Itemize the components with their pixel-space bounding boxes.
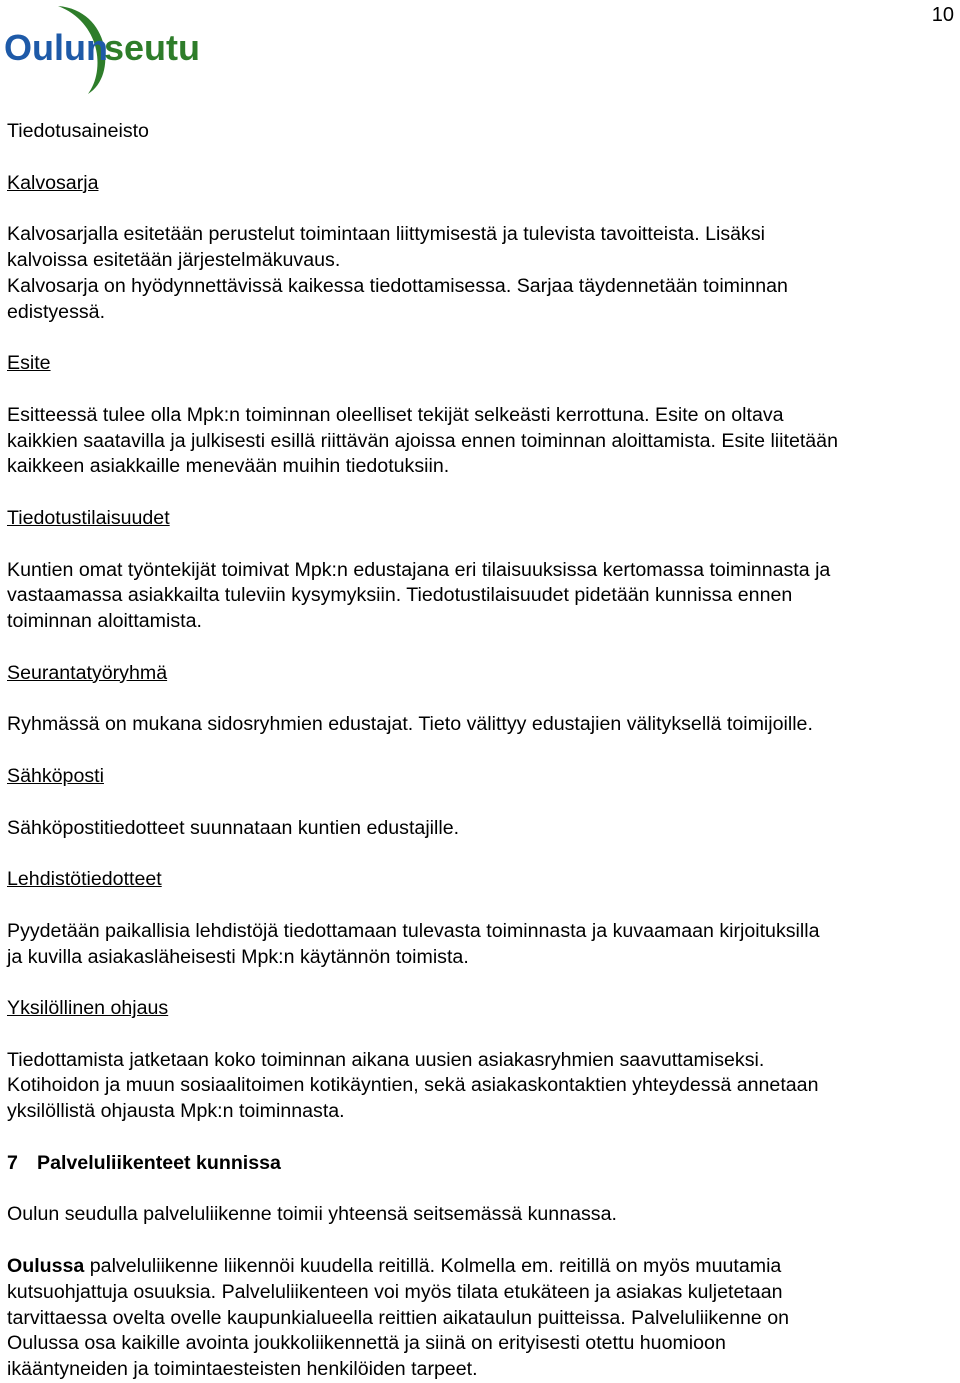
oulun-seutu-logo <box>0 0 200 98</box>
document-body <box>7 119 953 1383</box>
heading-tiedotustilaisuudet: Tiedotustilaisuudet <box>7 506 170 529</box>
oulussa-bold: Oulussa <box>7 1255 85 1278</box>
logo-text-seutu: seutu <box>104 27 200 68</box>
chapter-heading <box>7 1151 953 1177</box>
section-title-tiedotusaineisto: Tiedotusaineisto <box>7 120 149 142</box>
oulussa-paragraph-line-4: Oulussa osa kaikille avointa joukkoliikennettä ja siinä on erityisesti otettu huomioon <box>7 1332 726 1355</box>
heading-esite: Esite <box>7 352 51 375</box>
oulussa-paragraph-line-3: tarvittaessa ovelta ovelle kaupunkialueella reittien aikataulun puitteissa. Palveluliikenne on <box>7 1306 790 1329</box>
esite-line-1: Esitteessä tulee olla Mpk:n toiminnan oleelliset tekijät selkeästi kerrottuna. Esite on oltava <box>7 403 784 426</box>
esite-line-2: kaikkien saatavilla ja julkisesti esillä riittävän ajoissa ennen toiminnan aloittamista. Esite liitetään <box>7 429 838 452</box>
kalvosarja-line-3: Kalvosarja on hyödynnettävissä kaikessa tiedottamisessa. Sarjaa täydennetään toiminnan <box>7 274 788 297</box>
logo-text-oulun: Oulun <box>4 27 108 68</box>
sahkoposti-line-1: Sähköpostitiedotteet suunnataan kuntien edustajille. <box>7 816 460 839</box>
tiedotustilaisuudet-line-2: vastaamassa asiakkailta tuleviin kysymyksiin. Tiedotustilaisuudet pidetään kunnissa ennen <box>7 584 793 607</box>
heading-seurantatyoryhma: Seurantatyöryhmä <box>7 661 168 684</box>
lehdistotiedotteet-line-2: ja kuvilla asiakasläheisesti Mpk:n käytännön toimista. <box>7 945 469 968</box>
kalvosarja-line-2: kalvoissa esitetään järjestelmäkuvaus. <box>7 248 341 271</box>
kalvosarja-line-1: Kalvosarjalla esitetään perustelut toimintaan liittymisestä ja tulevista tavoitteista. Lisäksi <box>7 223 765 246</box>
tiedotustilaisuudet-line-1: Kuntien omat työntekijät toimivat Mpk:n edustajana eri tilaisuuksissa kertomassa toiminnasta ja <box>7 558 831 581</box>
heading-lehdistotiedotteet: Lehdistötiedotteet <box>7 868 162 891</box>
yksilollinen-ohjaus-line-3: yksilöllistä ohjausta Mpk:n toiminnasta. <box>7 1100 345 1123</box>
chapter-number: 7 <box>7 1151 18 1174</box>
chapter-title: Palveluliikenteet kunnissa <box>37 1151 281 1174</box>
heading-yksilollinen-ohjaus: Yksilöllinen ohjaus <box>7 997 169 1020</box>
tiedotustilaisuudet-line-3: toiminnan aloittamista. <box>7 610 202 633</box>
seurantatyoryhma-line-1: Ryhmässä on mukana sidosryhmien edustajat. Tieto välittyy edustajien välityksellä toimijoille. <box>7 713 813 736</box>
kalvosarja-line-4: edistyessä. <box>7 300 106 323</box>
heading-sahkoposti: Sähköposti <box>7 764 104 787</box>
lehdistotiedotteet-line-1: Pyydetään paikallisia lehdistöjä tiedottamaan tulevasta toiminnasta ja kuvaamaan kirjoituksilla <box>7 919 820 942</box>
heading-kalvosarja: Kalvosarja <box>7 171 99 194</box>
oulussa-paragraph-line-5: ikääntyneiden ja toimintaesteisten henkilöiden tarpeet. <box>7 1358 478 1381</box>
oulussa-line-1-rest: palveluliikenne liikennöi kuudella reitillä. Kolmella em. reitillä on myös muutamia <box>84 1255 782 1278</box>
esite-line-3: kaikkeen asiakkaille menevään muihin tiedotuksiin. <box>7 455 450 478</box>
oulussa-paragraph-line-1 <box>7 1254 953 1280</box>
yksilollinen-ohjaus-line-2: Kotihoidon ja muun sosiaalitoimen kotikäyntien, sekä asiakaskontaktien yhteydessä annetaan <box>7 1074 819 1097</box>
logo-graphic <box>0 0 200 98</box>
yksilollinen-ohjaus-line-1: Tiedottamista jatketaan koko toiminnan aikana uusien asiakasryhmien saavuttamiseksi. <box>7 1048 765 1071</box>
oulussa-paragraph-line-2: kutsuohjattuja osuuksia. Palveluliikenteen voi myös tilata etukäteen ja asiakas kuljetetaan <box>7 1280 783 1303</box>
chapter-intro: Oulun seudulla palveluliikenne toimii yhteensä seitsemässä kunnassa. <box>7 1203 617 1226</box>
page-number: 10 <box>931 4 954 26</box>
